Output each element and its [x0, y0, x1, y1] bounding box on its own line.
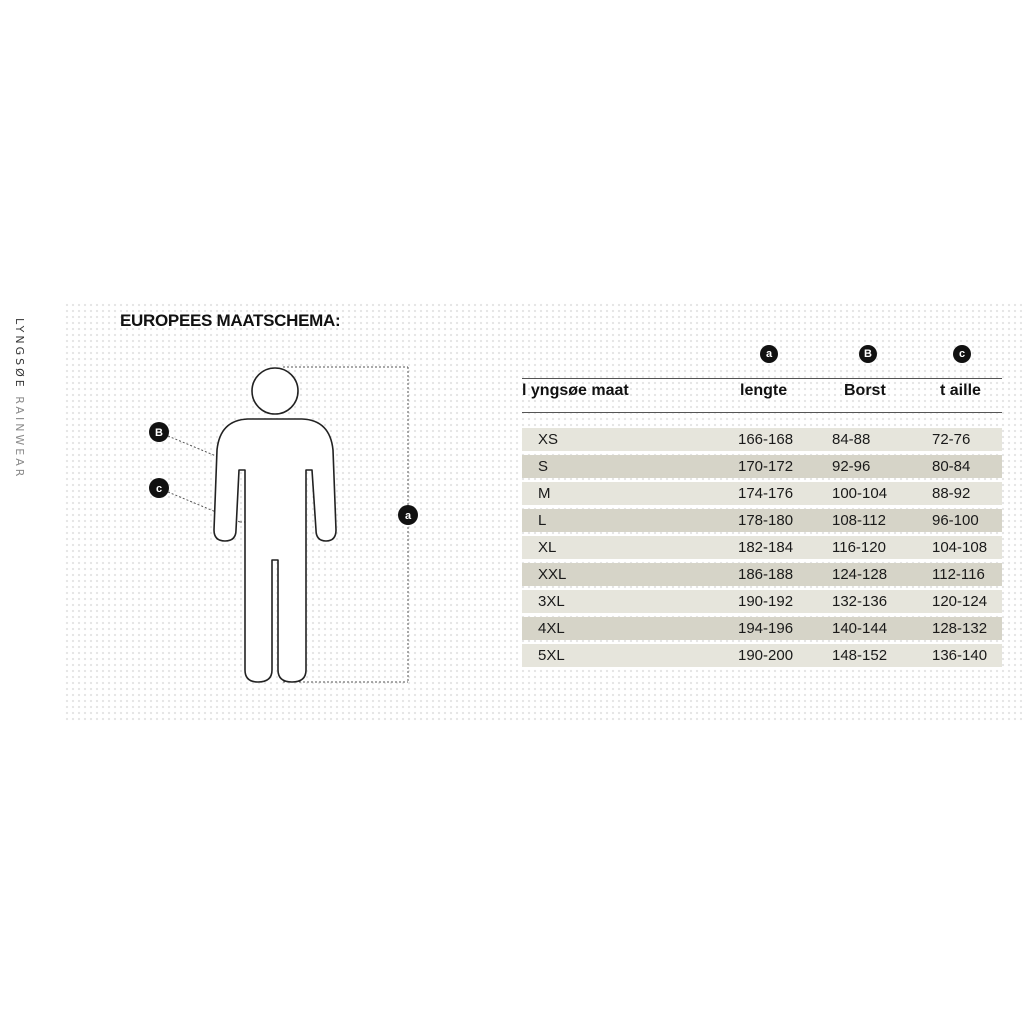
table-row — [522, 482, 1002, 505]
table-row — [522, 590, 1002, 613]
table-row — [522, 617, 1002, 640]
chest-cell: 108-112 — [832, 512, 886, 529]
length-cell: 190-200 — [738, 647, 794, 664]
length-cell: 166-168 — [738, 431, 794, 448]
chest-cell: 148-152 — [832, 647, 888, 664]
brand-subtitle: RAINWEAR — [13, 396, 26, 480]
waist-cell: 80-84 — [932, 458, 971, 475]
waist-cell: 104-108 — [932, 539, 988, 556]
waist-cell: 88-92 — [932, 485, 971, 502]
length-cell: 182-184 — [738, 539, 794, 556]
length-cell: 194-196 — [738, 620, 794, 637]
waist-cell: 128-132 — [932, 620, 988, 637]
table-row — [522, 428, 1002, 451]
length-cell: 190-192 — [738, 593, 794, 610]
person-silhouette — [214, 368, 336, 682]
size-cell: S — [538, 458, 549, 475]
waist-cell: 112-116 — [932, 566, 985, 583]
size-cell: XS — [538, 431, 559, 448]
chest-cell: 92-96 — [832, 458, 871, 475]
chest-marker-label: B — [155, 427, 163, 439]
waist-cell: 120-124 — [932, 593, 988, 610]
table-row — [522, 563, 1002, 586]
table-body — [522, 428, 1002, 671]
table-row — [522, 509, 1002, 532]
waist-badge: c — [953, 345, 971, 363]
header-waist: t aille — [940, 382, 981, 399]
head-shape — [252, 368, 298, 414]
header-length: lengte — [740, 382, 788, 399]
size-cell: 5XL — [538, 647, 565, 664]
table-row — [522, 455, 1002, 478]
size-cell: XXL — [538, 566, 567, 583]
chest-cell: 100-104 — [832, 485, 888, 502]
waist-cell: 72-76 — [932, 431, 971, 448]
chest-cell: 116-120 — [832, 539, 886, 556]
header-size: l yngsøe maat — [522, 382, 629, 399]
size-cell: L — [538, 512, 547, 529]
length-cell: 186-188 — [738, 566, 794, 583]
chest-badge: B — [859, 345, 877, 363]
height-marker-label: a — [404, 510, 412, 522]
header-bottom-rule — [522, 412, 1002, 413]
size-cell: M — [538, 485, 551, 502]
table-row — [522, 536, 1002, 559]
waist-marker-label: c — [155, 483, 163, 495]
waist-cell: 96-100 — [932, 512, 979, 529]
size-cell: 4XL — [538, 620, 565, 637]
length-cell: 170-172 — [738, 458, 794, 475]
length-badge: a — [760, 345, 778, 363]
size-cell: 3XL — [538, 593, 565, 610]
chest-cell: 84-88 — [832, 431, 871, 448]
chest-cell: 124-128 — [832, 566, 888, 583]
chest-cell: 132-136 — [832, 593, 888, 610]
chest-cell: 140-144 — [832, 620, 888, 637]
waist-cell: 136-140 — [932, 647, 988, 664]
size-cell: XL — [538, 539, 557, 556]
length-cell: 178-180 — [738, 512, 794, 529]
header-top-rule — [522, 378, 1002, 379]
body-shape — [214, 419, 336, 682]
header-chest: Borst — [844, 382, 886, 399]
length-cell: 174-176 — [738, 485, 794, 502]
page-title: EUROPEES MAATSCHEMA: — [120, 311, 341, 330]
table-row — [522, 644, 1002, 667]
brand-name: LYNGSØE — [13, 318, 26, 390]
